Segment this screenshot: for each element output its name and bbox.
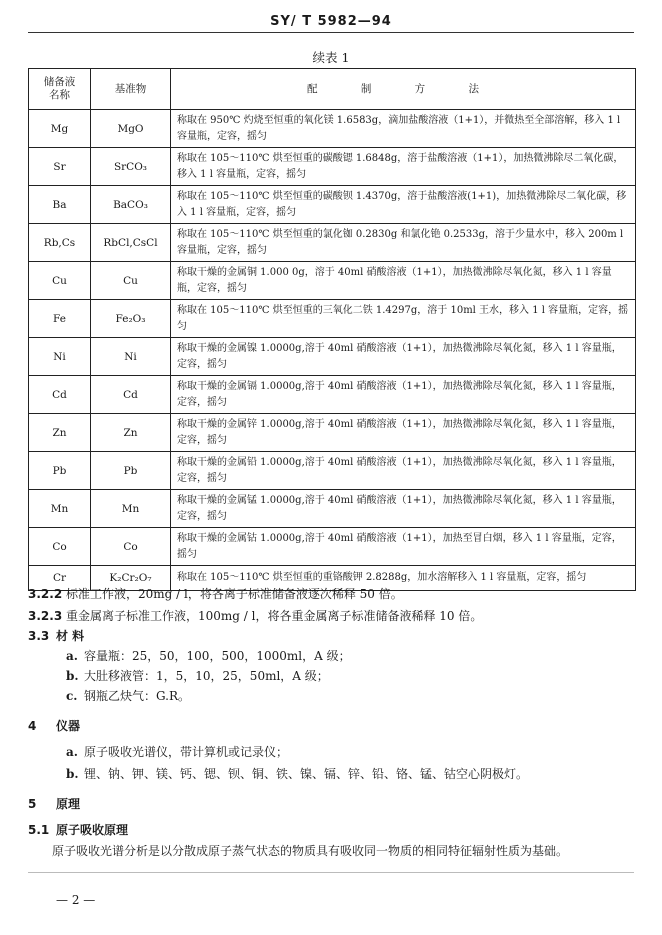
section-5-1-heading [28,822,638,838]
item-text: 容量瓶：25，50，100，500，1000ml，A 级； [84,649,351,663]
method-cell: 称取干燥的金属镍 1.0000g,溶于 40ml 硝酸溶液（1+1），加热微沸除尽氧化氮，移入 1 l 容量瓶，定容，摇匀 [171,338,636,376]
reference-cell: K₂Cr₂O₇ [91,566,171,591]
method-cell: 称取在 105～110℃ 烘至恒重的氯化铷 0.2830g 和氯化铯 0.2533g，溶于少量水中，移入 200m l 容量瓶，定容，摇匀 [171,224,636,262]
section-3-3-heading [28,628,638,644]
reference-cell: Cu [91,262,171,300]
standard-code-header: SY/ T 5982—94 [270,14,392,29]
element-cell: Co [29,528,91,566]
reference-cell: Zn [91,414,171,452]
method-cell: 称取在 105～110℃ 烘至恒重的重铬酸钾 2.8288g，加水溶解移入 1 l 容量瓶，定容，摇匀 [171,566,636,591]
element-cell: Cd [29,376,91,414]
element-cell: Ni [29,338,91,376]
header-reference: 基准物 [91,69,171,110]
method-cell: 称取在 105～110℃ 烘至恒重的碳酸锶 1.6848g，溶于盐酸溶液（1+1），加热微沸除尽二氧化碳，移入 1 l 容量瓶，定容，摇匀 [171,148,636,186]
element-cell: Zn [29,414,91,452]
reference-cell: Ni [91,338,171,376]
section-title: 原子吸收原理 [56,823,129,837]
method-cell: 称取在 950℃ 灼烧至恒重的氧化镁 1.6583g，滴加盐酸溶液（1+1），并微热至全部溶解，移入 1 l 容量瓶，定容，摇匀 [171,110,636,148]
materials-item-c [66,688,662,704]
table-row [29,224,636,262]
method-cell: 称取在 105～110℃ 烘至恒重的碳酸钡 1.4370g，溶于盐酸溶液(1+1)，加热微沸除尽二氧化碳，移入 1 l 容量瓶，定容，摇匀 [171,186,636,224]
reference-cell: Cd [91,376,171,414]
reference-cell: BaCO₃ [91,186,171,224]
method-cell: 称取在 105～110℃ 烘至恒重的三氧化二铁 1.4297g，溶于 10ml 王水，移入 1 l 容量瓶，定容，摇匀 [171,300,636,338]
method-cell: 称取干燥的金属铜 1.000 0g，溶于 40ml 硝酸溶液（1+1），加热微沸除尽氧化氮，移入 1 l 容量瓶，定容，摇匀 [171,262,636,300]
element-cell: Fe [29,300,91,338]
section-number: 4 [28,719,37,733]
item-label: c. [66,689,78,703]
section-number: 3.3 [28,629,50,643]
reference-cell: Co [91,528,171,566]
table-row [29,490,636,528]
header-method: 配 制 方 法 [171,69,636,110]
reference-cell: SrCO₃ [91,148,171,186]
reference-cell: Mn [91,490,171,528]
item-text: 原子吸收光谱仪，带计算机或记录仪； [84,745,289,759]
table-row [29,110,636,148]
item-label: a. [66,649,78,663]
element-cell: Mg [29,110,91,148]
section-5-heading [28,796,638,812]
section-4-heading [28,718,638,734]
table-row [29,262,636,300]
element-cell: Pb [29,452,91,490]
reference-cell: RbCl,CsCl [91,224,171,262]
section-3-2-3 [28,608,638,624]
element-cell: Cr [29,566,91,591]
method-cell: 称取干燥的金属镉 1.0000g,溶于 40ml 硝酸溶液（1+1），加热微沸除尽氧化氮，移入 1 l 容量瓶，定容，摇匀 [171,376,636,414]
method-cell: 称取干燥的金属铅 1.0000g,溶于 40ml 硝酸溶液（1+1），加热微沸除尽氧化氮，移入 1 l 容量瓶，定容，摇匀 [171,452,636,490]
table-row [29,300,636,338]
section-number: 3.2.3 [28,609,63,623]
item-text: 大肚移液管：1，5，10，25，50ml，A 级； [84,669,329,683]
instruments-item-b [66,766,662,782]
section-3-2-2 [28,586,638,602]
section-title: 仪器 [56,719,81,733]
materials-item-a [66,648,662,664]
table-row [29,376,636,414]
method-cell: 称取干燥的金属锰 1.0000g,溶于 40ml 硝酸溶液（1+1），加热微沸除尽氧化氮，移入 1 l 容量瓶，定容，摇匀 [171,490,636,528]
table-row [29,186,636,224]
table-row [29,452,636,490]
reference-cell: Fe₂O₃ [91,300,171,338]
section-5-1-text: 原子吸收光谱分析是以分散成原子蒸气状态的物质具有吸收同一物质的相同特征辐射性质为基础。 [52,844,569,858]
method-cell: 称取干燥的金属锌 1.0000g,溶于 40ml 硝酸溶液（1+1），加热微沸除尽氧化氮，移入 1 l 容量瓶，定容，摇匀 [171,414,636,452]
header-rule [28,32,634,33]
footer-rule [28,872,634,873]
element-cell: Cu [29,262,91,300]
section-text: 重金属离子标准工作液，100mg / l，将各重金属离子标准储备液稀释 10 倍。 [66,609,483,623]
table-caption: 续表 1 [312,50,350,65]
section-text: 标准工作液，20mg / l，将各离子标准储备液逐次稀释 50 倍。 [66,587,403,601]
materials-item-b [66,668,662,684]
page-number: — 2 — [56,893,96,907]
table-body [29,110,636,591]
section-title: 材 料 [56,629,85,643]
element-cell: Ba [29,186,91,224]
element-cell: Sr [29,148,91,186]
element-cell: Rb,Cs [29,224,91,262]
element-cell: Mn [29,490,91,528]
table-row [29,148,636,186]
reference-cell: Pb [91,452,171,490]
item-label: b. [66,669,79,683]
header-element: 储备液 名称 [29,69,91,110]
item-text: 锂、钠、钾、镁、钙、锶、钡、铜、铁、镍、镉、锌、铅、铬、锰、钴空心阴极灯。 [84,767,529,781]
section-number: 3.2.2 [28,587,63,601]
table-row [29,414,636,452]
item-label: a. [66,745,78,759]
table-row [29,338,636,376]
section-number: 5 [28,797,37,811]
item-label: b. [66,767,79,781]
section-number: 5.1 [28,823,50,837]
method-cell: 称取干燥的金属钴 1.0000g,溶于 40ml 硝酸溶液（1+1），加热至冒白烟，移入 1 l 容量瓶，定容，摇匀 [171,528,636,566]
section-title: 原理 [56,797,81,811]
reference-cell: MgO [91,110,171,148]
instruments-item-a [66,744,662,760]
table-row [29,528,636,566]
reagent-table [28,68,636,591]
item-text: 钢瓶乙炔气：G.R。 [84,689,191,703]
